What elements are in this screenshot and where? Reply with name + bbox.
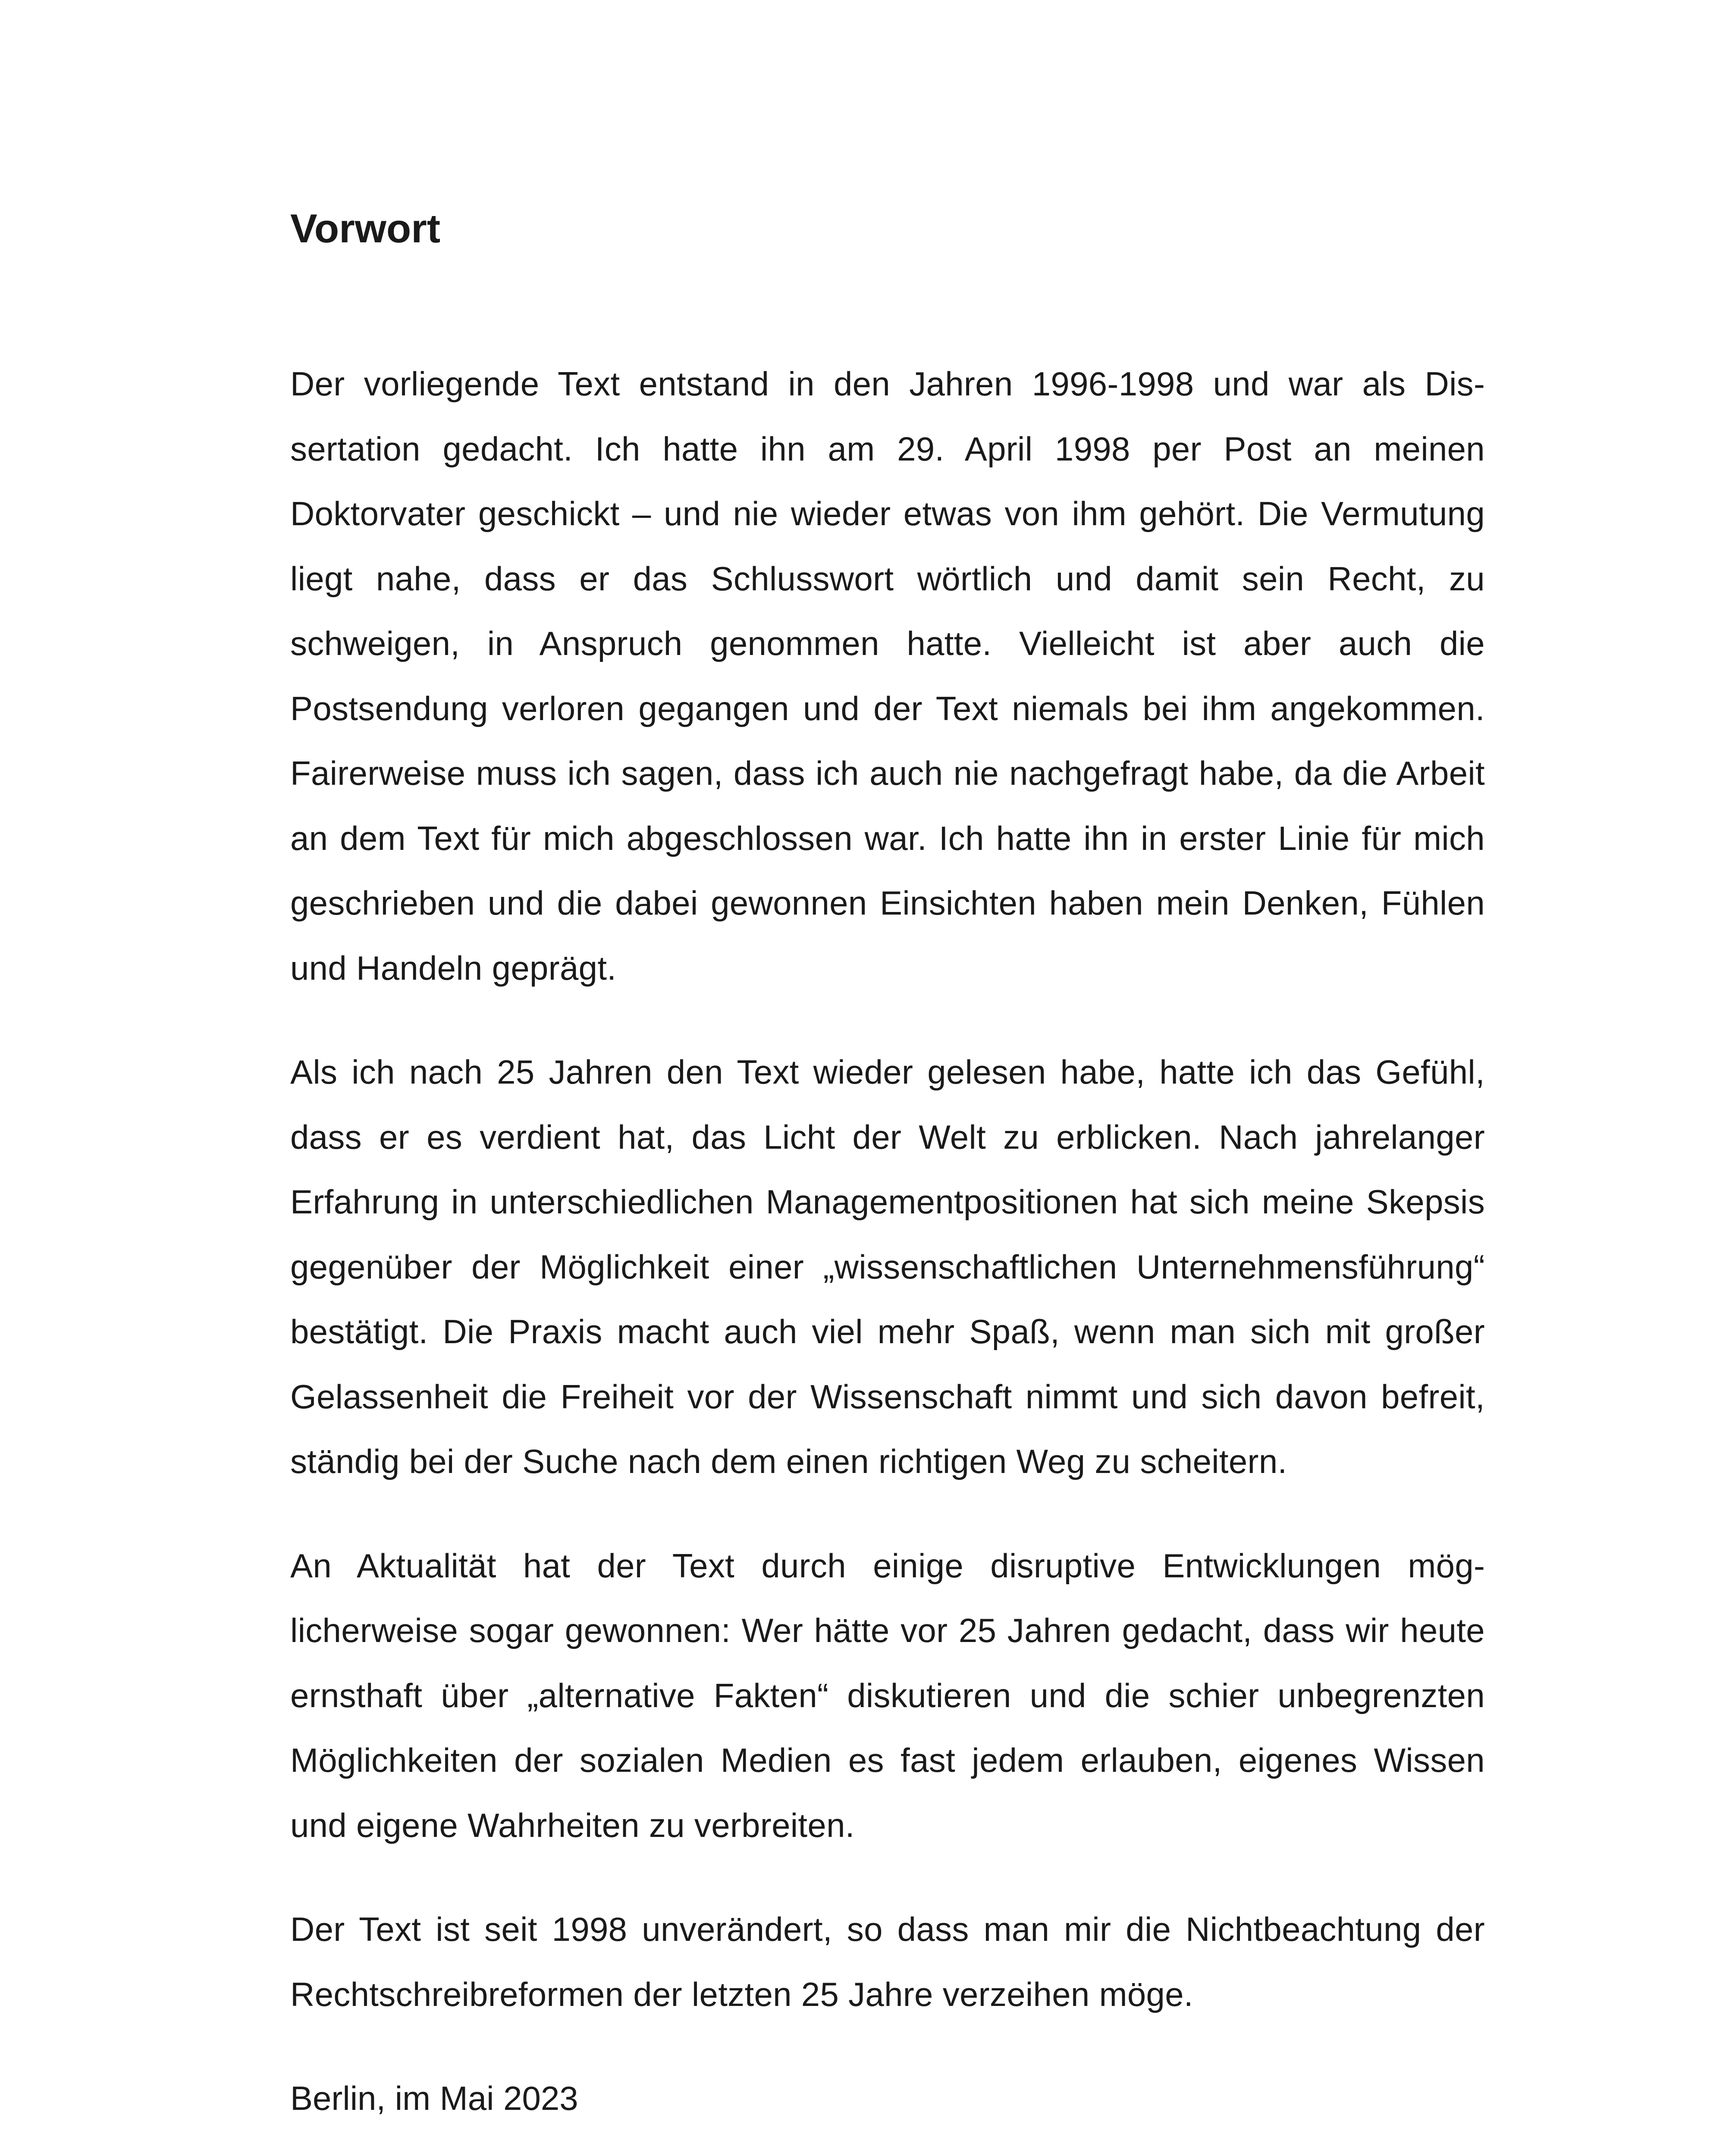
paragraph-1: Der vorliegende Text entstand in den Jahren 1996-1998 und war als Dissertation gedacht. Ich hatte ihn am 29. April 1998 per Post an meinen Doktorvater geschickt – und nie wieder etwas von ihm gehört. Die Vermutung liegt nahe, dass er das Schlusswort wörtlich und damit sein Recht, zu schweigen, in Anspruch genommen hatte. Vielleicht ist aber auch die Postsendung verloren gegangen und der Text niemals bei ihm angekommen. Fairerweise muss ich sagen, dass ich auch nie nachgefragt habe, da die Arbeit an dem Text für mich abgeschlossen war. Ich hatte ihn in erster Linie für mich geschrieben und die dabei gewonnen Einsichten haben mein Denken, Fühlen und Handeln geprägt. xyxy=(290,365,1485,987)
paragraph-3: An Aktualität hat der Text durch einige disruptive Entwicklungen möglicherweise sogar gewonnen: Wer hätte vor 25 Jahren gedacht, dass wir heute ernsthaft über „alternative Fakten“ diskutieren und die schier unbegrenzten Möglichkeiten der sozialen Medien es fast jedem erlauben, eigenes Wissen und eigene Wahrheiten zu verbreiten. xyxy=(290,1546,1485,1844)
place-date: Berlin, im Mai 2023 xyxy=(290,2079,578,2117)
page-title: Vorwort xyxy=(290,206,441,251)
paragraph-4: Der Text ist seit 1998 unverändert, so dass man mir die Nichtbeachtung der Rechtschreibreformen der letzten 25 Jahre verzeihen möge. xyxy=(290,1910,1485,2013)
paragraph-2: Als ich nach 25 Jahren den Text wieder gelesen habe, hatte ich das Gefühl, dass er es verdient hat, das Licht der Welt zu erblicken. Nach jahrelanger Erfahrung in unterschiedlichen Managementpositionen hat sich meine Skepsis gegenüber der Möglichkeit einer „wissenschaftlichen Unternehmensführung“ bestätigt. Die Praxis macht auch viel mehr Spaß, wenn man sich mit großer Gelassenheit die Freiheit vor der Wissenschaft nimmt und sich davon befreit, ständig bei der Suche nach dem einen richtigen Weg zu scheitern. xyxy=(290,1053,1485,1480)
page-content xyxy=(290,203,1485,2131)
